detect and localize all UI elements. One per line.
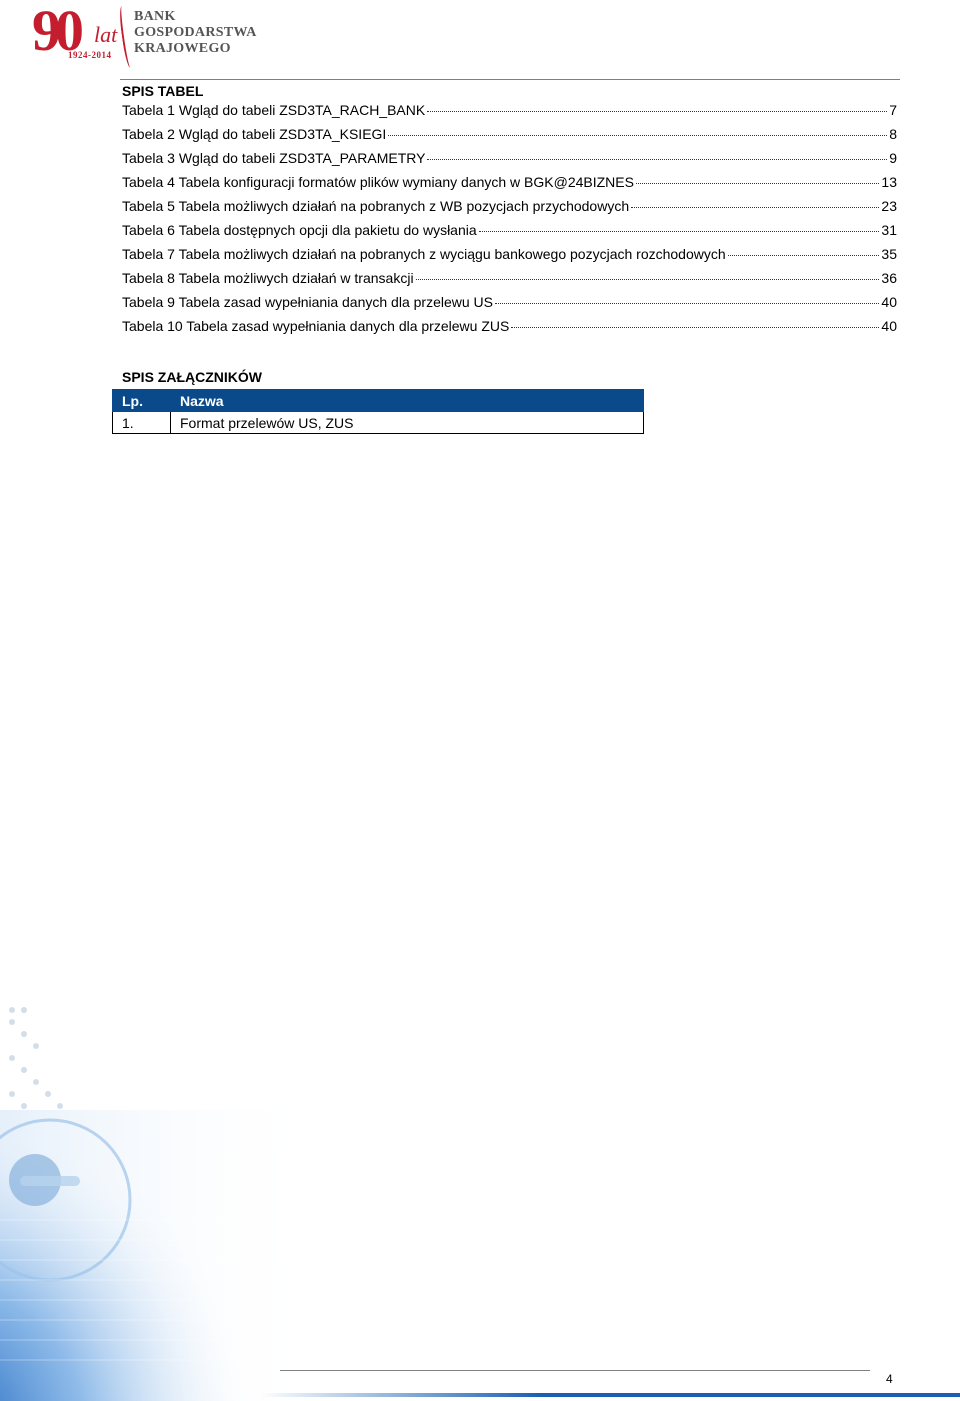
- toc-entry-text: Tabela 5 Tabela możliwych działań na pobranych z WB pozycjach przychodowych: [122, 198, 630, 214]
- toc-entry[interactable]: [122, 222, 897, 246]
- tables-toc: [122, 102, 897, 342]
- logo-years: 1924-2014: [68, 50, 112, 60]
- toc-entry-page: 7: [889, 102, 897, 118]
- toc-entry[interactable]: [122, 270, 897, 294]
- toc-entry[interactable]: [122, 150, 897, 174]
- toc-entry-text: Tabela 7 Tabela możliwych działań na pobranych z wyciągu bankowego pozycjach rozchodowych: [122, 246, 726, 262]
- logo-number: 90: [32, 0, 78, 63]
- toc-leader-dots: [427, 110, 887, 112]
- logo-bank-line: KRAJOWEGO: [134, 41, 231, 56]
- toc-leader-dots: [495, 302, 879, 304]
- toc-entry-text: Tabela 6 Tabela dostępnych opcji dla pakietu do wysłania: [122, 222, 477, 238]
- toc-entry[interactable]: [122, 198, 897, 222]
- toc-entry-text: Tabela 8 Tabela możliwych działań w transakcji: [122, 270, 414, 286]
- column-header-lp: Lp.: [113, 390, 171, 412]
- logo-bank-line: BANK: [134, 9, 176, 24]
- logo-bank-name: [134, 9, 257, 57]
- toc-leader-dots: [388, 134, 887, 136]
- toc-entry-page: 8: [889, 126, 897, 142]
- toc-entry-text: Tabela 10 Tabela zasad wypełniania danych dla przelewu ZUS: [122, 318, 510, 334]
- toc-entry[interactable]: [122, 318, 897, 342]
- column-header-name: Nazwa: [171, 390, 644, 412]
- toc-entry-page: 40: [881, 318, 897, 334]
- toc-entry-page: 13: [881, 174, 897, 190]
- toc-entry-page: 40: [881, 294, 897, 310]
- toc-leader-dots: [631, 206, 879, 208]
- toc-entry-page: 35: [881, 246, 897, 262]
- logo-separator: [118, 6, 135, 69]
- footer-divider: [280, 1370, 870, 1371]
- logo-bank-line: GOSPODARSTWA: [134, 25, 257, 40]
- toc-entry-text: Tabela 9 Tabela zasad wypełniania danych dla przelewu US: [122, 294, 493, 310]
- attachments-section-title: SPIS ZAŁĄCZNIKÓW: [122, 369, 262, 385]
- toc-entry[interactable]: [122, 294, 897, 318]
- toc-leader-dots: [511, 326, 879, 328]
- toc-leader-dots: [427, 158, 887, 160]
- toc-entry-page: 23: [881, 198, 897, 214]
- tables-section-title: SPIS TABEL: [122, 83, 204, 99]
- toc-entry-text: Tabela 2 Wgląd do tabeli ZSD3TA_KSIEGI: [122, 126, 387, 142]
- table-header-row: [113, 390, 644, 412]
- decorative-globe-graphic: [0, 1000, 320, 1401]
- attachments-table: [112, 389, 644, 434]
- footer-accent-bar: [260, 1393, 960, 1397]
- toc-entry-page: 9: [889, 150, 897, 166]
- bgk-90-years-logo: [30, 0, 270, 70]
- cell-lp: 1.: [113, 412, 171, 434]
- table-row: [113, 412, 644, 434]
- toc-entry-text: Tabela 1 Wgląd do tabeli ZSD3TA_RACH_BANK: [122, 102, 426, 118]
- toc-entry[interactable]: [122, 174, 897, 198]
- toc-entry[interactable]: [122, 126, 897, 150]
- toc-leader-dots: [416, 278, 880, 280]
- toc-leader-dots: [728, 254, 880, 256]
- toc-entry-page: 36: [881, 270, 897, 286]
- toc-leader-dots: [479, 230, 880, 232]
- toc-leader-dots: [636, 182, 879, 184]
- toc-entry-text: Tabela 4 Tabela konfiguracji formatów plików wymiany danych w BGK@24BIZNES: [122, 174, 634, 190]
- toc-entry-text: Tabela 3 Wgląd do tabeli ZSD3TA_PARAMETRY: [122, 150, 426, 166]
- cell-name: Format przelewów US, ZUS: [171, 412, 644, 434]
- toc-entry-page: 31: [881, 222, 897, 238]
- toc-entry[interactable]: [122, 102, 897, 126]
- logo-lat: lat: [94, 22, 118, 47]
- page-number: 4: [886, 1372, 893, 1386]
- header-divider: [120, 79, 900, 80]
- toc-entry[interactable]: [122, 246, 897, 270]
